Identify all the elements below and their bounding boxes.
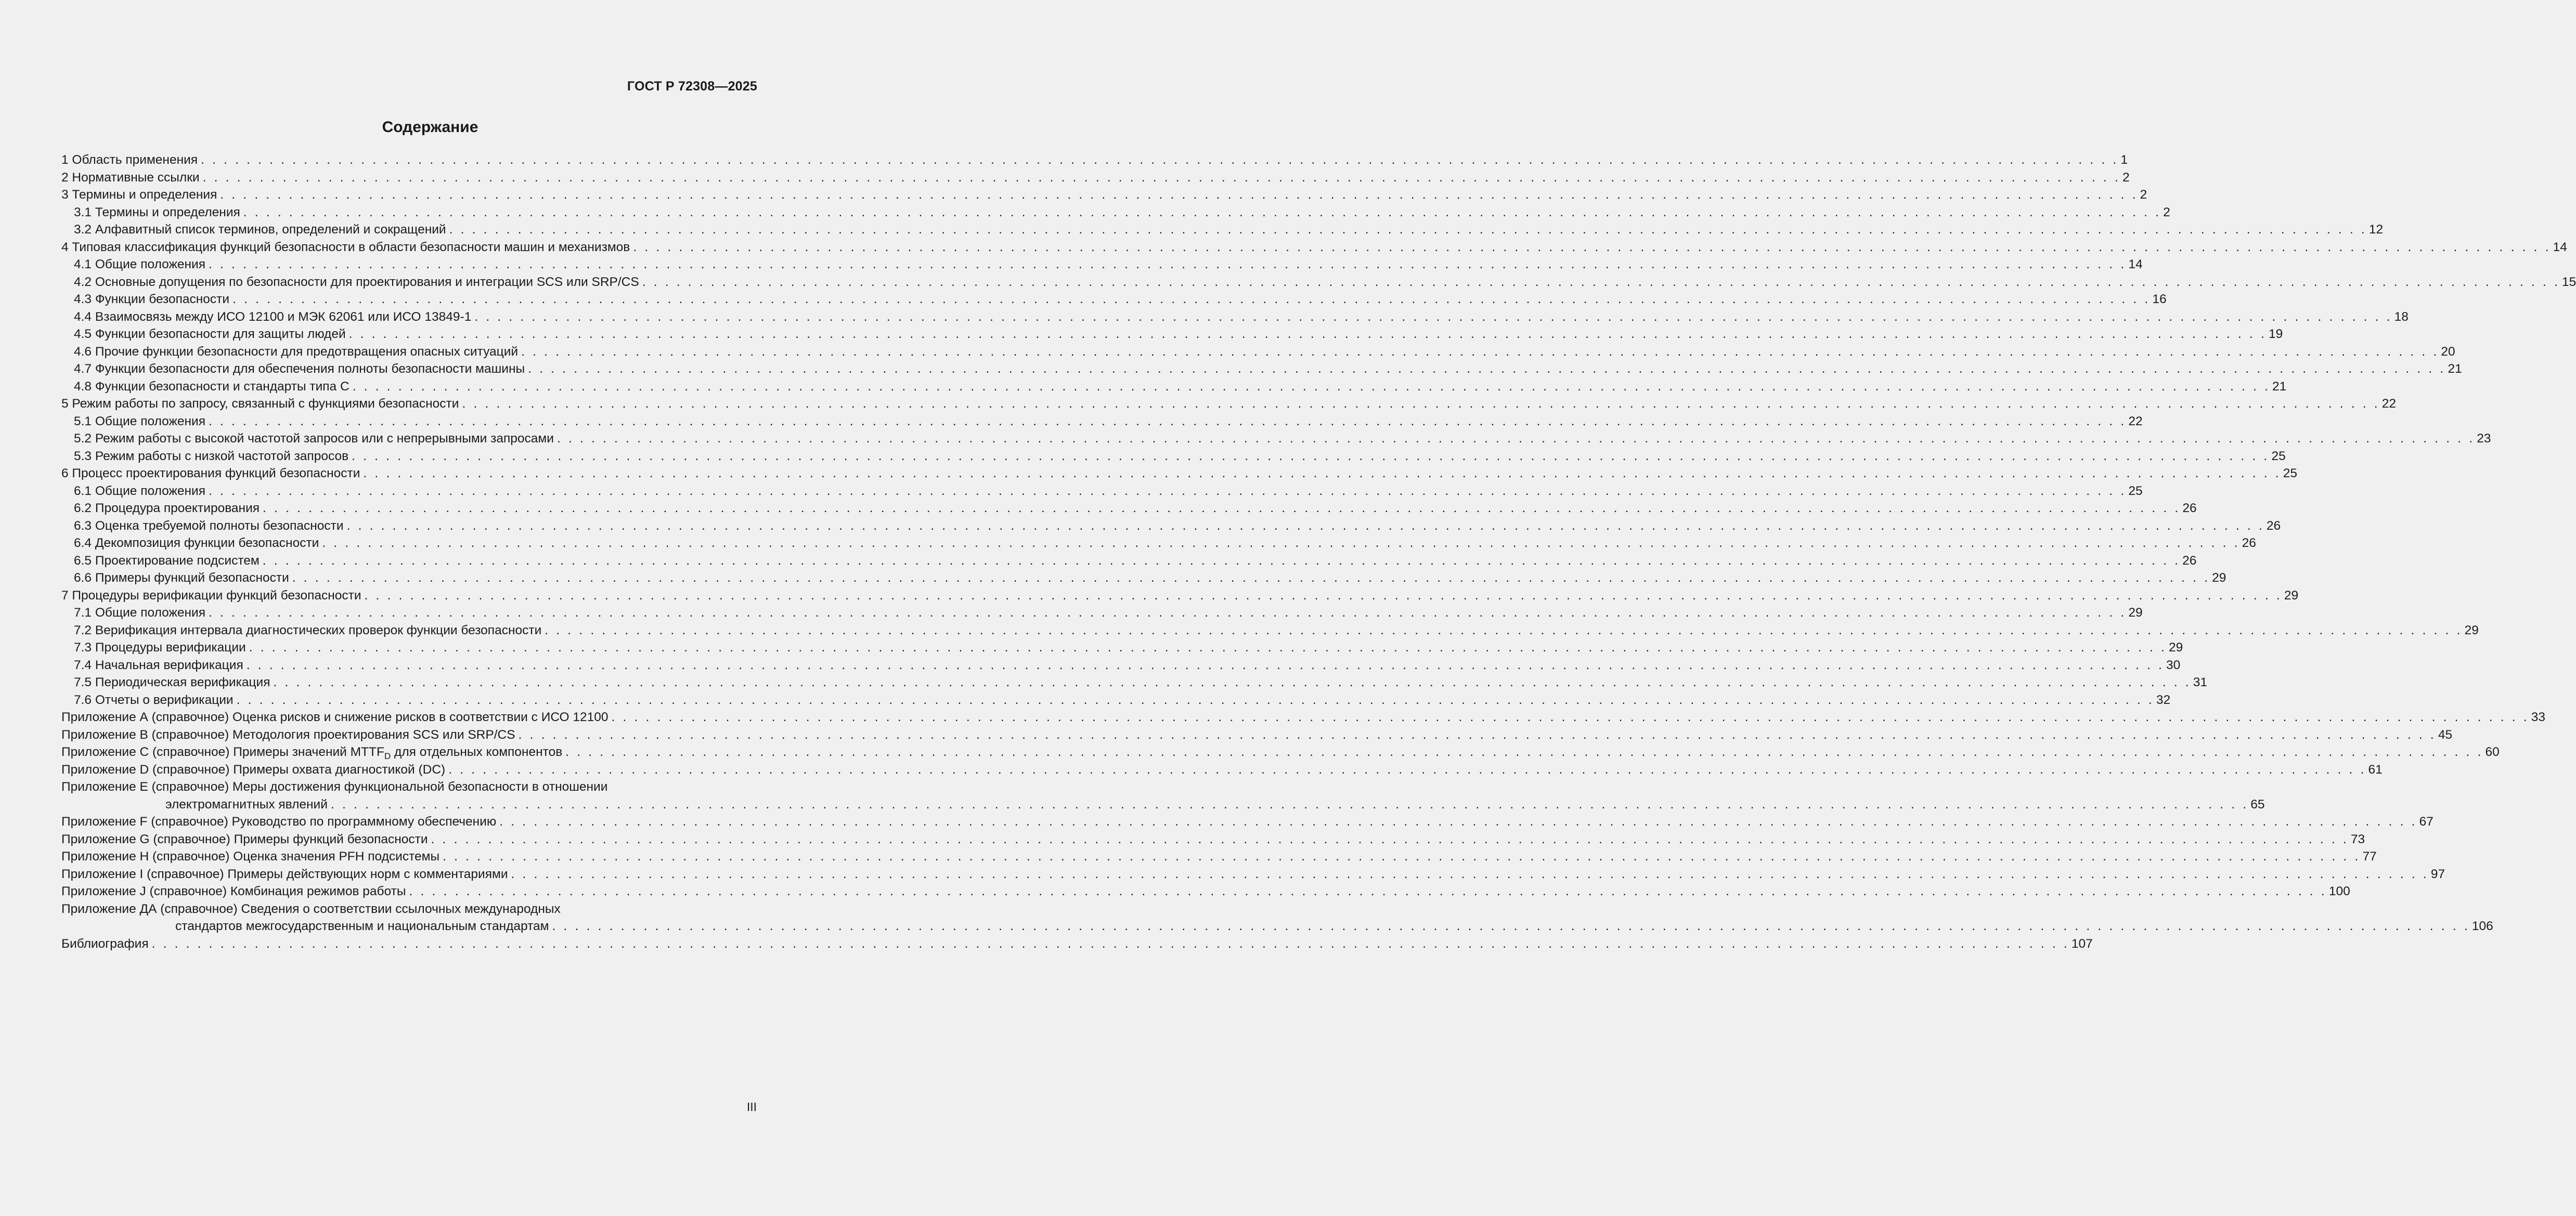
- toc-page-number: 21: [2272, 379, 2287, 394]
- toc-entry-title: 7.4 Начальная верификация: [74, 658, 243, 672]
- toc-entry[interactable]: [61, 221, 2384, 239]
- toc-entry-title: Приложение А (справочное) Оценка рисков и снижение рисков в соответствии с ИСО 12100: [61, 710, 609, 724]
- dot-leader: [234, 691, 2156, 709]
- toc-page-number: 2: [2122, 170, 2130, 185]
- toc-entry-title: 4.4 Взаимосвязь между ИСО 12100 и МЭК 62061 или ИСО 13849-1: [74, 309, 472, 324]
- toc-page-number: 65: [2250, 797, 2265, 812]
- dot-leader: [229, 291, 2152, 308]
- toc-entry[interactable]: [61, 604, 2143, 622]
- table-of-contents: [61, 151, 2576, 952]
- toc-entry-title: 7.1 Общие положения: [74, 606, 206, 620]
- dot-leader: [205, 413, 2128, 430]
- toc-entry-title: 7.3 Процедуры верификации: [74, 640, 246, 655]
- toc-entry-title: 7.6 Отчеты о верификации: [74, 692, 234, 707]
- toc-entry-title: Приложение Н (справочное) Оценка значения PFH подсистемы: [61, 849, 440, 864]
- dot-leader: [562, 743, 2485, 761]
- toc-entry[interactable]: [61, 569, 2227, 587]
- toc-entry-title-continuation: электромагнитных явлений: [165, 797, 328, 812]
- toc-entry-title: Приложение В (справочное) Методология проектирования SCS или SRP/CS: [61, 727, 515, 742]
- toc-entry-title: Библиография: [61, 936, 149, 951]
- toc-page-number: 60: [2485, 745, 2500, 759]
- toc-entry-title: Приложение D (справочное) Примеры охвата диагностикой (DC): [61, 762, 446, 777]
- toc-page-number: 26: [2182, 501, 2197, 515]
- toc-page-number: 25: [2271, 449, 2286, 463]
- toc-page-number: 29: [2169, 640, 2183, 655]
- toc-entry[interactable]: [61, 343, 2455, 361]
- toc-entry-title: Приложение F (справочное) Руководство по программному обеспечению: [61, 815, 497, 829]
- toc-page-number: 32: [2156, 692, 2171, 707]
- dot-leader: [554, 430, 2477, 448]
- toc-page-number: 107: [2071, 936, 2093, 951]
- toc-entry-title: 3.2 Алфавитный список терминов, определений и сокращений: [74, 223, 446, 237]
- dot-leader: [459, 395, 2381, 413]
- dot-leader: [515, 726, 2438, 744]
- dot-leader: [549, 918, 2472, 935]
- document-id: ГОСТ Р 72308—2025: [627, 79, 757, 94]
- toc-entry-title: 6 Процесс проектирования функций безопасности: [61, 466, 360, 480]
- toc-page-number: 16: [2152, 292, 2167, 306]
- toc-entry[interactable]: [61, 169, 2130, 187]
- toc-page-number: 29: [2284, 588, 2299, 603]
- toc-entry-title: 5.2 Режим работы с высокой частотой запросов или с непрерывными запросами: [74, 432, 554, 446]
- toc-page-number: 30: [2166, 658, 2181, 672]
- dot-leader: [361, 587, 2284, 605]
- toc-entry-title: Приложение ДА (справочное) Сведения о соответствии ссылочных международных: [61, 901, 561, 916]
- dot-leader: [446, 221, 2369, 239]
- toc-entry-title-part: Приложение С (справочное) Примеры значений MTTF: [61, 745, 384, 759]
- toc-page-number: 73: [2350, 832, 2365, 846]
- toc-page-number: 12: [2368, 223, 2384, 237]
- dot-leader: [319, 534, 2242, 552]
- dot-leader: [346, 325, 2269, 343]
- toc-entry[interactable]: [61, 534, 2256, 552]
- dot-leader: [541, 622, 2464, 639]
- toc-entry-title: 7.5 Периодическая верификация: [74, 675, 270, 689]
- toc-entry-title: 4.7 Функции безопасности для обеспечения полноты безопасности машины: [74, 362, 525, 376]
- dot-leader: [289, 569, 2212, 587]
- toc-title: Содержание: [382, 119, 478, 136]
- toc-page-number: 21: [2448, 362, 2462, 376]
- toc-entry[interactable]: [61, 308, 2409, 326]
- toc-page-number: 77: [2362, 849, 2377, 864]
- toc-entry-continuation[interactable]: [61, 796, 2265, 814]
- toc-entry-title: 6.5 Проектирование подсистем: [74, 553, 260, 568]
- toc-entry-title: 1 Область применения: [61, 153, 198, 167]
- toc-entry-title: 4.6 Прочие функции безопасности для предотвращения опасных ситуаций: [74, 344, 519, 359]
- dot-leader: [246, 639, 2169, 657]
- toc-entry-title: 3 Термины и определения: [61, 188, 217, 202]
- toc-page-number: 33: [2531, 710, 2546, 724]
- dot-leader: [270, 674, 2193, 691]
- toc-entry[interactable]: [61, 465, 2297, 482]
- toc-entry-title: 4 Типовая классификация функций безопасности в области безопасности машин и механизмов: [61, 240, 630, 254]
- toc-entry-title: 4.3 Функции безопасности: [74, 292, 230, 306]
- toc-entry-title: 7 Процедуры верификации функций безопасности: [61, 588, 361, 603]
- toc-entry[interactable]: [61, 709, 2546, 726]
- toc-entry[interactable]: [61, 360, 2462, 378]
- toc-entry-title: 5 Режим работы по запросу, связанный с функциями безопасности: [61, 397, 459, 411]
- toc-page-number: 2: [2163, 205, 2170, 219]
- dot-leader: [243, 657, 2166, 674]
- dot-leader: [344, 517, 2267, 535]
- toc-entry[interactable]: [61, 866, 2445, 883]
- toc-page-number: 22: [2381, 397, 2397, 411]
- dot-leader: [518, 343, 2441, 361]
- toc-entry-title: Приложение J (справочное) Комбинация режимов работы: [61, 884, 406, 898]
- toc-entry[interactable]: [61, 500, 2197, 517]
- toc-entry[interactable]: [61, 273, 2576, 291]
- toc-entry[interactable]: [61, 552, 2197, 570]
- toc-entry[interactable]: [61, 639, 2183, 657]
- dot-leader: [260, 500, 2182, 517]
- dot-leader: [406, 883, 2329, 900]
- toc-entry-title: Приложение I (справочное) Примеры действующих норм с комментариями: [61, 867, 508, 881]
- toc-entry[interactable]: [61, 848, 2377, 866]
- toc-page-number: 20: [2441, 344, 2455, 359]
- toc-entry[interactable]: [61, 587, 2299, 605]
- toc-page-number: 26: [2266, 518, 2281, 533]
- toc-entry[interactable]: [61, 761, 2383, 779]
- toc-page-number: 26: [2242, 536, 2256, 550]
- toc-entry-title: Приложение Е (справочное) Меры достижения функциональной безопасности в отношении: [61, 780, 608, 794]
- toc-page-number: 1: [2120, 153, 2128, 167]
- toc-entry-title: 4.2 Основные допущения по безопасности для проектирования и интеграции SCS или SRP/CS: [74, 274, 639, 289]
- toc-entry-title: 2 Нормативные ссылки: [61, 170, 200, 185]
- toc-entry[interactable]: [61, 743, 2500, 761]
- dot-leader: [639, 273, 2562, 291]
- toc-entry-title-continuation: стандартов межгосударственным и национальным стандартам: [175, 919, 549, 933]
- dot-leader: [428, 831, 2351, 848]
- toc-entry[interactable]: [61, 831, 2365, 848]
- dot-leader: [205, 482, 2128, 500]
- dot-leader: [260, 552, 2182, 570]
- toc-page-number: 26: [2182, 553, 2197, 568]
- toc-page-number: 29: [2212, 571, 2227, 585]
- dot-leader: [205, 604, 2128, 622]
- toc-entry[interactable]: [61, 430, 2491, 448]
- toc-entry-title: 6.1 Общие положения: [74, 483, 206, 498]
- toc-entry-title: 5.1 Общие положения: [74, 414, 206, 428]
- toc-entry-title: 4.1 Общие положения: [74, 257, 206, 271]
- toc-entry[interactable]: [61, 378, 2287, 396]
- dot-leader: [240, 204, 2163, 221]
- toc-page-number: 25: [2283, 466, 2297, 480]
- subscript: D: [384, 751, 391, 761]
- toc-page-number: 106: [2471, 919, 2493, 933]
- toc-page-number: 61: [2368, 762, 2383, 777]
- toc-page-number: 97: [2430, 867, 2445, 881]
- dot-leader: [439, 848, 2362, 866]
- toc-entry[interactable]: [61, 291, 2167, 308]
- dot-leader: [205, 256, 2128, 273]
- toc-entry[interactable]: [61, 726, 2453, 744]
- toc-entry[interactable]: [61, 239, 2567, 256]
- toc-entry[interactable]: [61, 186, 2147, 204]
- toc-entry[interactable]: [61, 622, 2479, 639]
- toc-page-number: 45: [2438, 727, 2453, 742]
- toc-page-number: 25: [2128, 483, 2143, 498]
- toc-page-number: 15: [2562, 274, 2576, 289]
- dot-leader: [149, 935, 2072, 953]
- toc-entry[interactable]: [61, 674, 2208, 691]
- dot-leader: [508, 866, 2431, 883]
- dot-leader: [496, 813, 2419, 831]
- dot-leader: [198, 151, 2120, 169]
- toc-entry-title-part: для отдельных компонентов: [391, 745, 563, 759]
- toc-page-number: 29: [2464, 623, 2479, 637]
- toc-entry-title: 4.5 Функции безопасности для защиты людей: [74, 327, 346, 341]
- dot-leader: [349, 378, 2272, 396]
- toc-page-number: 22: [2128, 414, 2143, 428]
- toc-page-number: 14: [2128, 257, 2143, 271]
- toc-entry[interactable]: [61, 813, 2433, 831]
- toc-page-number: 14: [2553, 240, 2567, 254]
- toc-entry[interactable]: [61, 517, 2281, 535]
- toc-entry[interactable]: [61, 204, 2170, 221]
- toc-entry-title: 4.8 Функции безопасности и стандарты типа С: [74, 379, 349, 394]
- toc-entry-continuation[interactable]: [61, 918, 2493, 935]
- toc-entry[interactable]: [61, 413, 2143, 430]
- dot-leader: [471, 308, 2394, 326]
- dot-leader: [445, 761, 2368, 779]
- toc-page-number: 67: [2419, 815, 2433, 829]
- toc-entry[interactable]: [61, 883, 2350, 900]
- toc-entry-title: 7.2 Верификация интервала диагностических проверок функции безопасности: [74, 623, 542, 637]
- toc-entry-title: Приложение G (справочное) Примеры функций безопасности: [61, 832, 428, 846]
- dot-leader: [525, 360, 2448, 378]
- toc-entry-title: 6.2 Процедура проектирования: [74, 501, 260, 515]
- toc-entry-title: 6.4 Декомпозиция функции безопасности: [74, 536, 319, 550]
- toc-entry[interactable]: [61, 900, 757, 918]
- dot-leader: [200, 169, 2122, 187]
- toc-entry-title: 5.3 Режим работы с низкой частотой запросов: [74, 449, 349, 463]
- toc-page-number: 2: [2140, 188, 2147, 202]
- toc-page-number: 31: [2193, 675, 2208, 689]
- toc-entry[interactable]: [61, 256, 2143, 273]
- toc-page-number: 29: [2128, 606, 2143, 620]
- toc-entry[interactable]: [61, 482, 2143, 500]
- toc-page-number: 23: [2477, 432, 2491, 446]
- dot-leader: [630, 239, 2553, 256]
- toc-entry[interactable]: [61, 395, 2397, 413]
- toc-entry[interactable]: [61, 657, 2181, 674]
- toc-entry[interactable]: [61, 691, 2171, 709]
- dot-leader: [217, 186, 2140, 204]
- toc-entry-title: 3.1 Термины и определения: [74, 205, 240, 219]
- dot-leader: [328, 796, 2250, 814]
- toc-entry-title: 6.6 Примеры функций безопасности: [74, 571, 289, 585]
- dot-leader: [360, 465, 2283, 482]
- dot-leader: [348, 448, 2271, 465]
- toc-page-number: 18: [2394, 309, 2409, 324]
- toc-entry[interactable]: [61, 448, 2286, 465]
- toc-page-number: 19: [2268, 327, 2283, 341]
- page-number: III: [746, 1100, 757, 1114]
- toc-entry[interactable]: [61, 778, 757, 796]
- dot-leader: [608, 709, 2531, 726]
- toc-entry[interactable]: [61, 935, 2093, 953]
- toc-entry-title: 6.3 Оценка требуемой полноты безопасности: [74, 518, 344, 533]
- toc-page-number: 100: [2328, 884, 2350, 898]
- toc-entry[interactable]: [61, 325, 2283, 343]
- toc-entry[interactable]: [61, 151, 2128, 169]
